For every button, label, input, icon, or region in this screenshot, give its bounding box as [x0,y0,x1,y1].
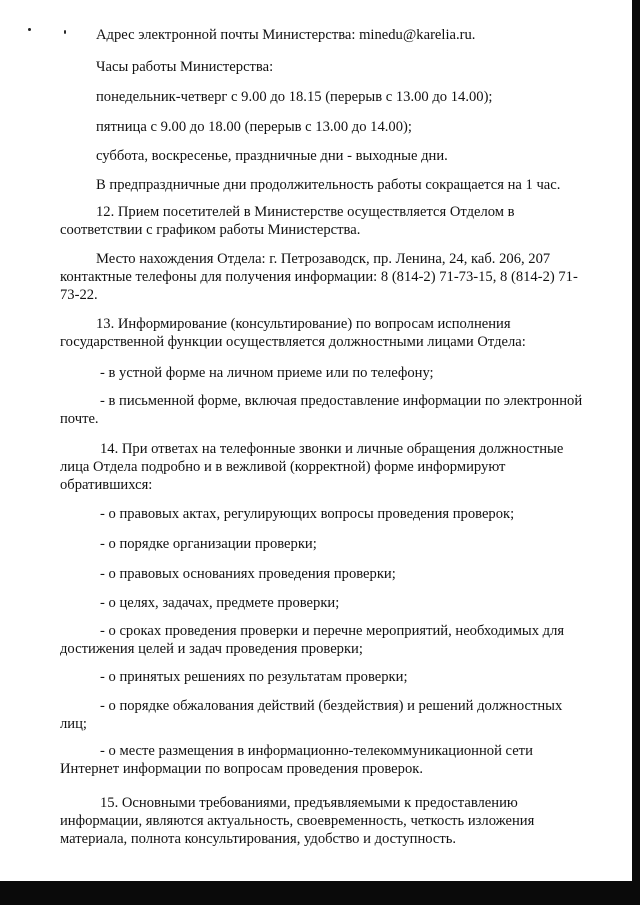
paragraph-15-line-3: материала, полнота консультирования, удобство и доступность. [60,831,457,847]
paragraph-14-line-1: 14. При ответах на телефонные звонки и личные обращения должностные [100,441,564,457]
list-item-internet-line-2: Интернет информации по вопросам проведения проверок. [60,761,423,777]
list-item-appeal-line-2: лиц; [60,716,87,732]
written-form-line-1: - в письменной форме, включая предоставление информации по электронной [100,393,583,409]
email-line: Адрес электронной почты Министерства: minedu@karelia.ru. [96,27,476,43]
hours-preholiday: В предпраздничные дни продолжительность работы сокращается на 1 час. [96,177,561,193]
location-line-3: 73-22. [60,287,98,303]
list-item-appeal-line-1: - о порядке обжалования действий (бездействия) и решений должностных [100,698,563,714]
hours-title: Часы работы Министерства: [96,59,274,75]
paragraph-14-line-2: лица Отдела подробно и в вежливой (корректной) форме информируют [60,459,506,475]
list-item-grounds: - о правовых основаниях проведения проверки; [100,566,396,582]
scan-edge-bottom [0,881,640,905]
list-item-terms-line-1: - о сроках проведения проверки и перечне мероприятий, необходимых для [100,623,565,639]
paragraph-13-line-2: государственной функции осуществляется должностными лицами Отдела: [60,334,526,350]
list-item-legal-acts: - о правовых актах, регулирующих вопросы проведения проверок; [100,506,515,522]
list-item-internet-line-1: - о месте размещения в информационно-телекоммуникационной сети [100,743,533,759]
list-item-terms-line-2: достижения целей и задач проведения проверки; [60,641,363,657]
hours-mon-thu: понедельник-четверг с 9.00 до 18.15 (перерыв с 13.00 до 14.00); [96,89,493,105]
paragraph-15-line-1: 15. Основными требованиями, предъявляемыми к предоставлению [100,795,518,811]
list-item-goals: - о целях, задачах, предмете проверки; [100,595,340,611]
location-line-1: Место нахождения Отдела: г. Петрозаводск, пр. Ленина, 24, каб. 206, 207 [96,251,551,267]
paragraph-12-line-1: 12. Прием посетителей в Министерстве осуществляется Отделом в [96,204,515,220]
oral-form-item: - в устной форме на личном приеме или по телефону; [100,365,434,381]
scan-speck [28,28,31,31]
paragraph-14-line-3: обратившихся: [60,477,153,493]
list-item-procedure: - о порядке организации проверки; [100,536,317,552]
paragraph-15-line-2: информации, являются актуальность, своевременность, четкость изложения [60,813,535,829]
list-item-decisions: - о принятых решениях по результатам проверки; [100,669,408,685]
location-line-2: контактные телефоны для получения информации: 8 (814-2) 71-73-15, 8 (814-2) 71- [60,269,578,285]
hours-weekend: суббота, воскресенье, праздничные дни - выходные дни. [96,148,448,164]
scan-speck [64,30,66,34]
paragraph-13-line-1: 13. Информирование (консультирование) по вопросам исполнения [96,316,511,332]
hours-friday: пятница с 9.00 до 18.00 (перерыв с 13.00 до 14.00); [96,119,412,135]
paragraph-12-line-2: соответствии с графиком работы Министерства. [60,222,361,238]
written-form-line-2: почте. [60,411,99,427]
scan-edge-right [632,0,640,905]
